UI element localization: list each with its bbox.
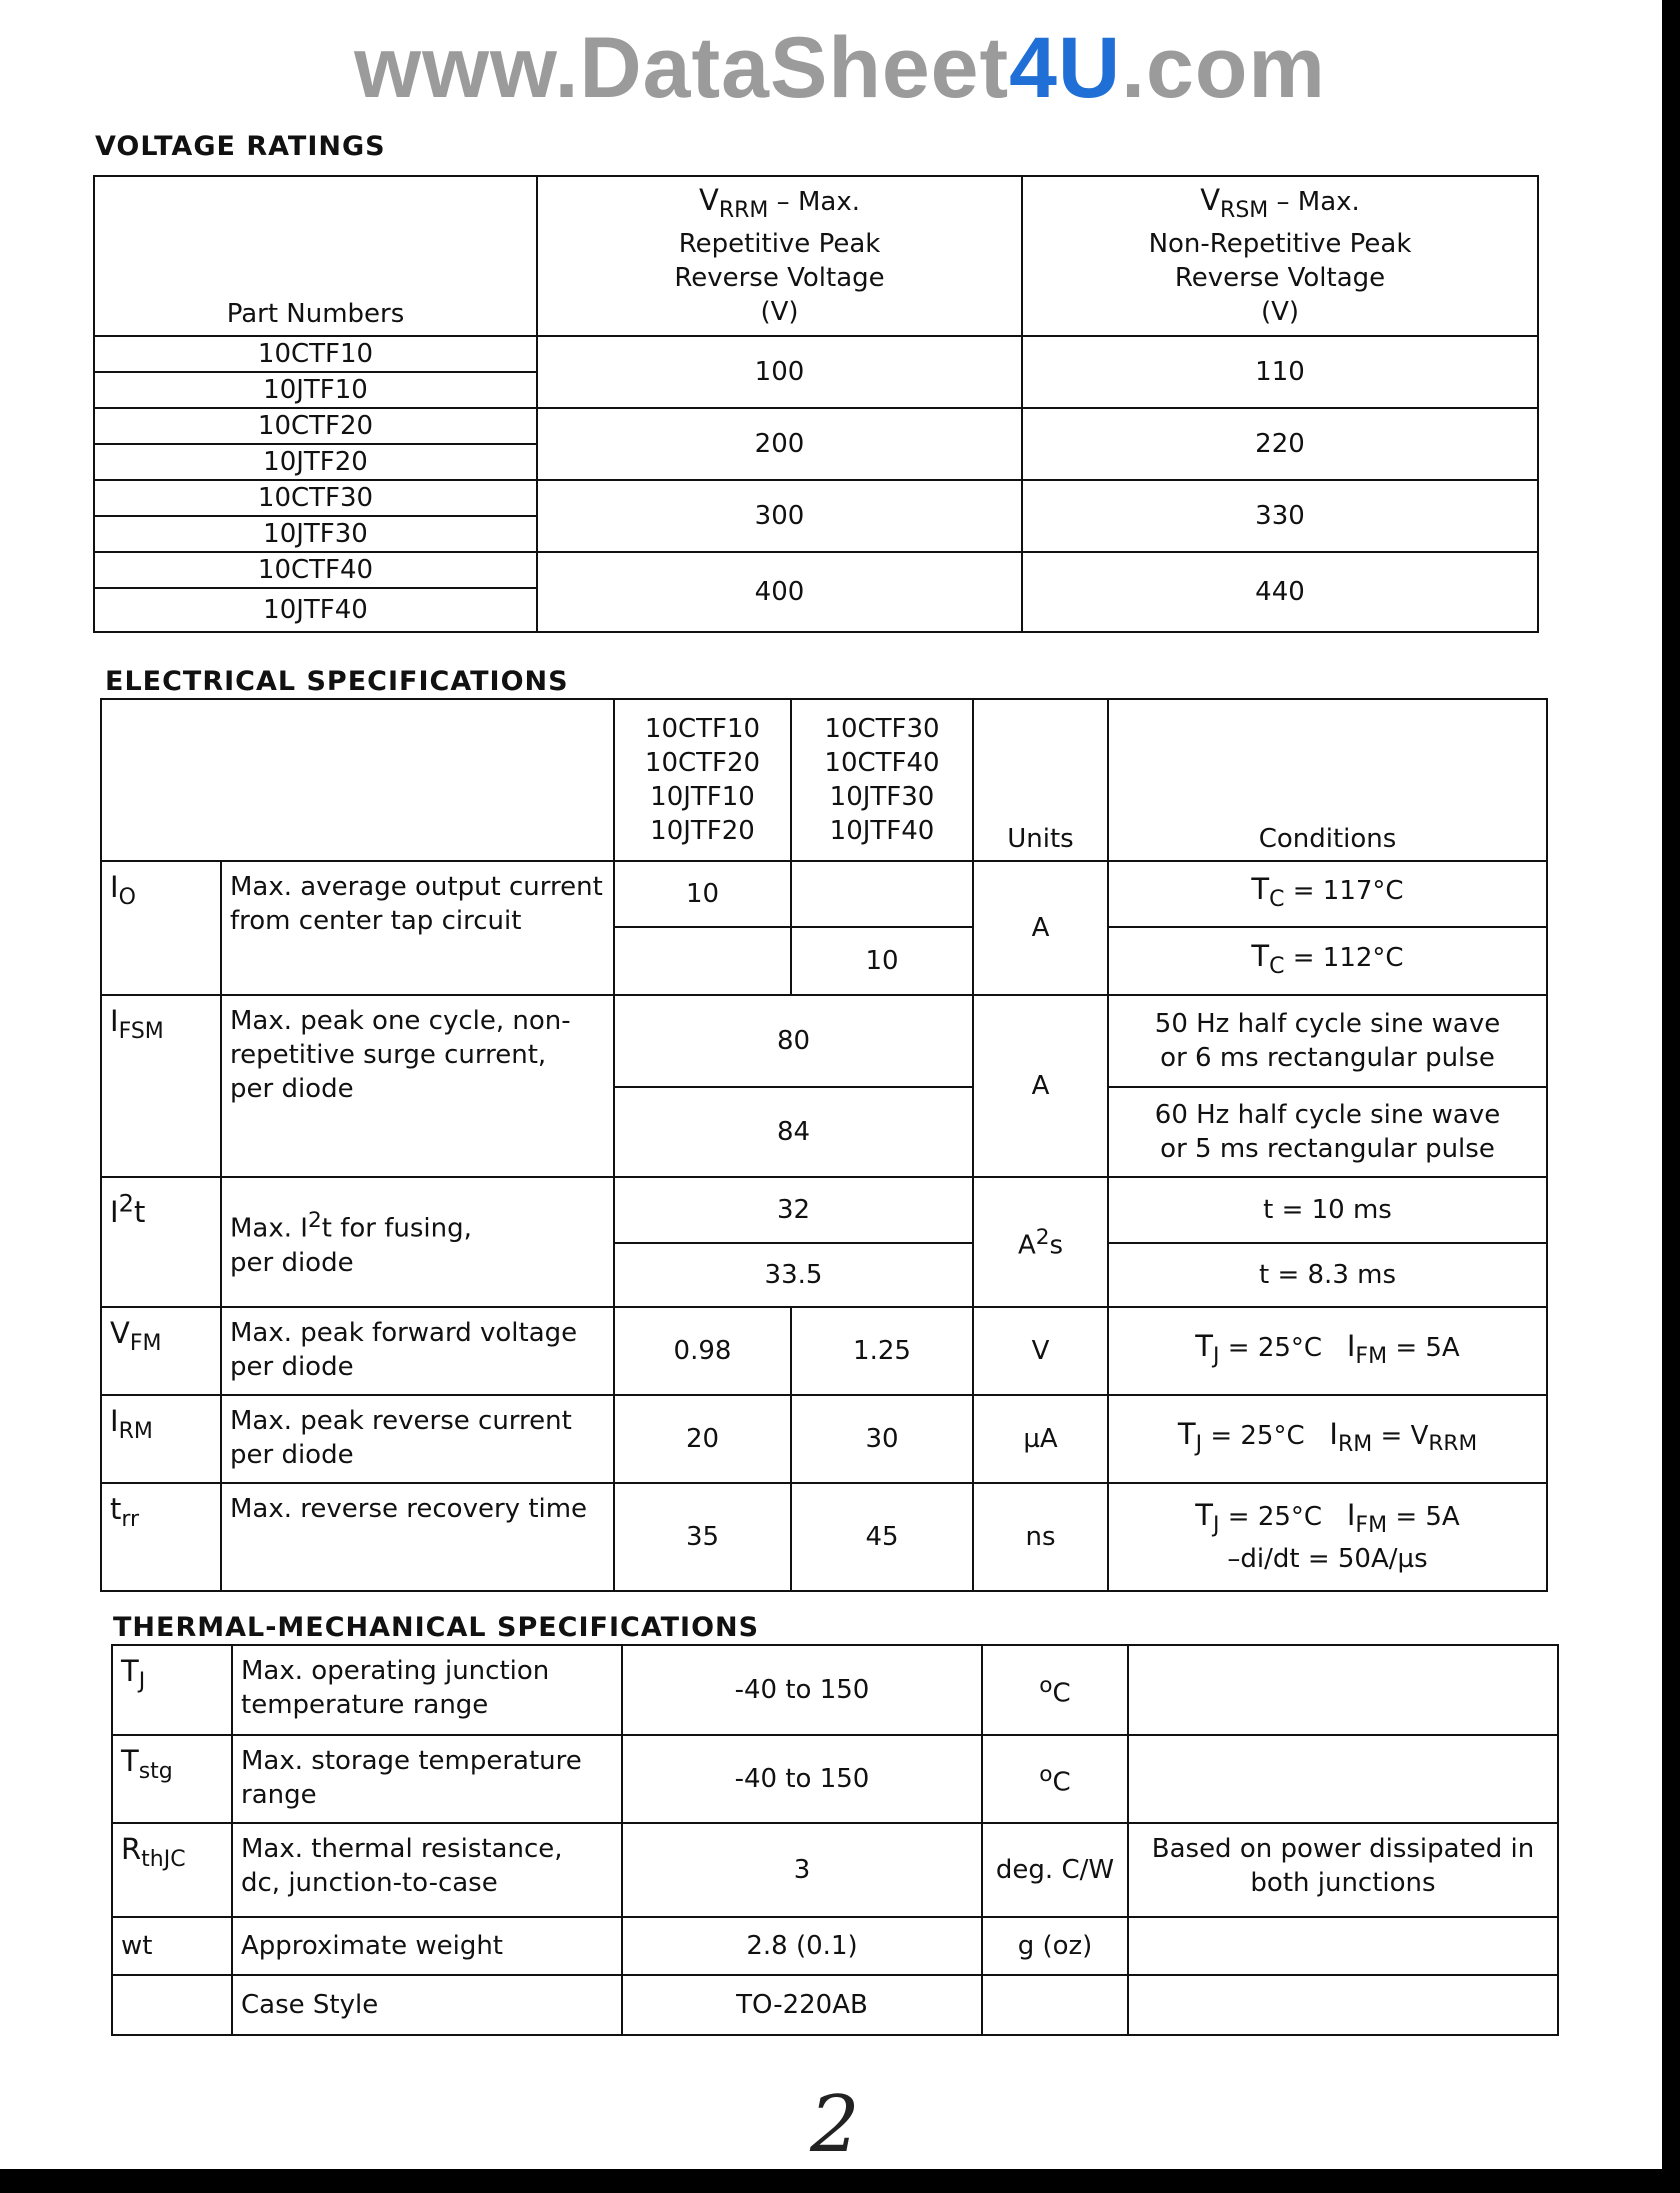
irm-value-a: 20 (614, 1395, 791, 1483)
trr-description: Max. reverse recovery time (221, 1483, 614, 1591)
thermal-specs-table (111, 1644, 1559, 2036)
wt-symbol: wt (112, 1917, 232, 1975)
trr-row (101, 1483, 1547, 1591)
ifsm-row (101, 995, 1547, 1087)
io-value-b: 10 (791, 927, 973, 995)
vrrm-value: 400 (537, 552, 1022, 632)
table-row (94, 408, 1538, 444)
vrsm-value: 440 (1022, 552, 1538, 632)
scan-border-right (1662, 0, 1680, 2193)
electrical-header-row (101, 699, 1547, 861)
tj-row (112, 1645, 1558, 1735)
case-symbol (112, 1975, 232, 2035)
i2t-value-2: 33.5 (614, 1243, 973, 1307)
i2t-symbol: $I^2t$ (101, 1177, 221, 1307)
electrical-specs-table (100, 698, 1548, 1592)
wt-row (112, 1917, 1558, 1975)
ifsm-condition-1: 50 Hz half cycle sine wave or 6 ms rectangular pulse (1108, 995, 1547, 1087)
case-row (112, 1975, 1558, 2035)
io-value-b-empty (614, 927, 791, 995)
io-symbol: $I_O$ (101, 861, 221, 995)
part-numbers-header: Part Numbers (94, 176, 537, 336)
irm-symbol: $I_{RM}$ (101, 1395, 221, 1483)
tstg-description: Max. storage temperature range (232, 1735, 622, 1823)
rthjc-condition: Based on power dissipated in both junctions (1128, 1823, 1558, 1917)
banner-brand: 4U (1009, 20, 1122, 116)
rthjc-symbol: $R_{thJC}$ (112, 1823, 232, 1917)
vrrm-value: 300 (537, 480, 1022, 552)
vfm-unit: V (973, 1307, 1108, 1395)
vrrm-value: 100 (537, 336, 1022, 408)
i2t-value-1: 32 (614, 1177, 973, 1243)
wt-description: Approximate weight (232, 1917, 622, 1975)
vfm-symbol: $V_{FM}$ (101, 1307, 221, 1395)
case-description: Case Style (232, 1975, 622, 2035)
part-number: 10JTF40 (94, 588, 537, 632)
vfm-description: Max. peak forward voltage per diode (221, 1307, 614, 1395)
ifsm-condition-2: 60 Hz half cycle sine wave or 5 ms rectangular pulse (1108, 1087, 1547, 1177)
irm-unit: µA (973, 1395, 1108, 1483)
electrical-specs-title: ELECTRICAL SPECIFICATIONS (105, 666, 569, 697)
ifsm-value-1: 80 (614, 995, 973, 1087)
units-header: Units (973, 699, 1108, 861)
trr-symbol: $t_{rr}$ (101, 1483, 221, 1591)
voltage-header-row (94, 176, 1538, 336)
i2t-condition-2: t = 8.3 ms (1108, 1243, 1547, 1307)
ifsm-unit: A (973, 995, 1108, 1177)
tj-condition (1128, 1645, 1558, 1735)
rthjc-row (112, 1823, 1558, 1917)
i2t-description: Max. $I^2t$ for fusing, per diode (221, 1177, 614, 1307)
voltage-ratings-title: VOLTAGE RATINGS (95, 131, 386, 162)
voltage-ratings-table (93, 175, 1539, 633)
io-unit: A (973, 861, 1108, 995)
irm-condition: $T_J = 25^\circ C$ $I_{RM} = V_{RRM}$ (1108, 1395, 1547, 1483)
case-unit (982, 1975, 1128, 2035)
thermal-specs-title: THERMAL-MECHANICAL SPECIFICATIONS (113, 1612, 760, 1643)
irm-value-b: 30 (791, 1395, 973, 1483)
io-value-a-empty (791, 861, 973, 927)
ifsm-value-2: 84 (614, 1087, 973, 1177)
table-row (94, 552, 1538, 588)
tj-description: Max. operating junction temperature range (232, 1645, 622, 1735)
io-condition-2: $T_C = 112^\circ C$ (1108, 927, 1547, 995)
rthjc-value: 3 (622, 1823, 982, 1917)
i2t-row (101, 1177, 1547, 1243)
i2t-unit: $A^2s$ (973, 1177, 1108, 1307)
banner-prefix: www.DataSheet (354, 20, 1010, 116)
trr-value-a: 35 (614, 1483, 791, 1591)
ifsm-symbol: $I_{FSM}$ (101, 995, 221, 1177)
vrrm-value: 200 (537, 408, 1022, 480)
vfm-value-a: 0.98 (614, 1307, 791, 1395)
tstg-unit: $^o$C (982, 1735, 1128, 1823)
part-number: 10CTF10 (94, 336, 537, 372)
page-number: 2 (810, 2080, 860, 2170)
case-value: TO-220AB (622, 1975, 982, 2035)
vfm-row (101, 1307, 1547, 1395)
trr-condition: $T_J = 25^\circ C$ $I_{FM} = 5A$ –di/dt = 50A/µs (1108, 1483, 1547, 1591)
wt-value: 2.8 (0.1) (622, 1917, 982, 1975)
tstg-row (112, 1735, 1558, 1823)
part-number: 10CTF40 (94, 552, 537, 588)
tstg-symbol: $T_{stg}$ (112, 1735, 232, 1823)
scan-border-bottom (0, 2169, 1680, 2193)
wt-unit: g (oz) (982, 1917, 1128, 1975)
tstg-condition (1128, 1735, 1558, 1823)
vfm-condition: $T_J = 25^\circ C$ $I_{FM} = 5A$ (1108, 1307, 1547, 1395)
irm-description: Max. peak reverse current per diode (221, 1395, 614, 1483)
trr-unit: ns (973, 1483, 1108, 1591)
rthjc-unit: deg. C/W (982, 1823, 1128, 1917)
vrsm-value: 220 (1022, 408, 1538, 480)
vrsm-value: 330 (1022, 480, 1538, 552)
ifsm-description: Max. peak one cycle, non- repetitive surge current, per diode (221, 995, 614, 1177)
part-number: 10JTF20 (94, 444, 537, 480)
wt-condition (1128, 1917, 1558, 1975)
trr-value-b: 45 (791, 1483, 973, 1591)
group-b-header: 10CTF30 10CTF40 10JTF30 10JTF40 (791, 699, 973, 861)
vrsm-header: $V_{RSM}$ – Max. Non-Repetitive Peak Reverse Voltage (V) (1022, 176, 1538, 336)
io-row (101, 861, 1547, 927)
part-number: 10CTF30 (94, 480, 537, 516)
i2t-condition-1: t = 10 ms (1108, 1177, 1547, 1243)
blank-header (101, 699, 614, 861)
vrrm-header: $V_{RRM}$ – Max. Repetitive Peak Reverse Voltage (V) (537, 176, 1022, 336)
part-number: 10CTF20 (94, 408, 537, 444)
part-number: 10JTF30 (94, 516, 537, 552)
io-description: Max. average output current from center tap circuit (221, 861, 614, 995)
vrsm-value: 110 (1022, 336, 1538, 408)
tj-value: -40 to 150 (622, 1645, 982, 1735)
io-value-a: 10 (614, 861, 791, 927)
watermark-banner (0, 18, 1680, 118)
tj-unit: $^o$C (982, 1645, 1128, 1735)
tstg-value: -40 to 150 (622, 1735, 982, 1823)
part-number: 10JTF10 (94, 372, 537, 408)
table-row (94, 336, 1538, 372)
rthjc-description: Max. thermal resistance, dc, junction-to-case (232, 1823, 622, 1917)
tj-symbol: $T_J$ (112, 1645, 232, 1735)
case-condition (1128, 1975, 1558, 2035)
conditions-header: Conditions (1108, 699, 1547, 861)
table-row (94, 480, 1538, 516)
vfm-value-b: 1.25 (791, 1307, 973, 1395)
banner-suffix: .com (1121, 20, 1326, 116)
irm-row (101, 1395, 1547, 1483)
io-condition-1: $T_C = 117^\circ C$ (1108, 861, 1547, 927)
group-a-header: 10CTF10 10CTF20 10JTF10 10JTF20 (614, 699, 791, 861)
